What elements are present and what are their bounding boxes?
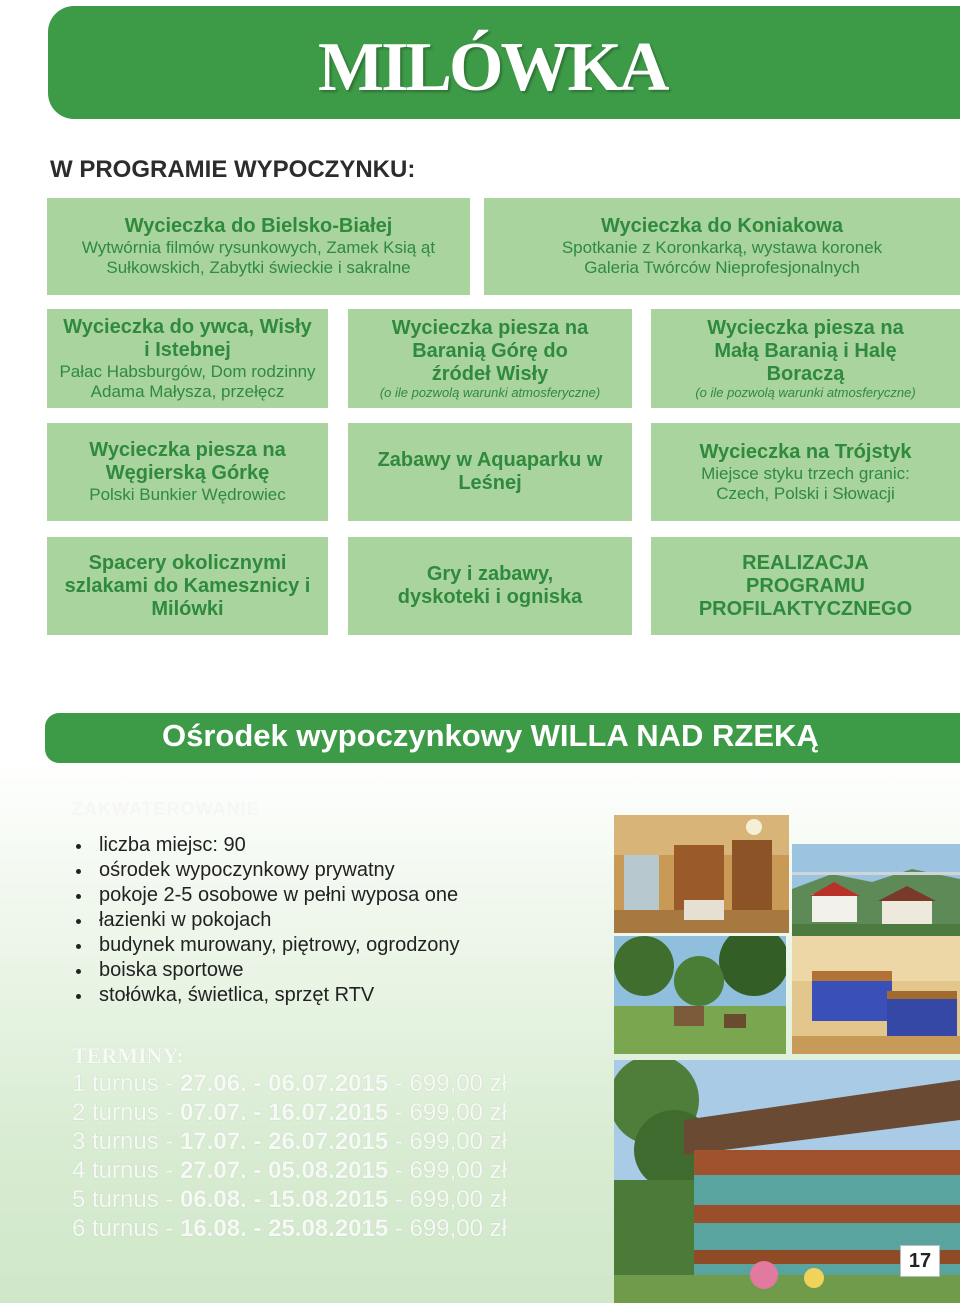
feature-item: pokoje 2-5 osobowe w pełni wyposa one (70, 883, 460, 908)
program-box-title: Wycieczka do Koniakowa (601, 215, 843, 238)
program-box-subtitle: Pałac Habsburgów, Dom rodzinny Adama Małysza, przełęcz (59, 361, 316, 401)
program-box-title: Zabawy w Aquaparku w Leśnej (377, 449, 603, 494)
terms-heading: TERMINY: (72, 1043, 184, 1068)
program-box-title: Spacery okolicznymi szlakami do Kamesznicy i Milówki (64, 551, 311, 620)
village-photo (792, 844, 960, 951)
features-list (70, 833, 460, 1008)
program-box-note: (o ile pozwolą warunki atmosferyczne) (695, 384, 916, 400)
room-photo (614, 815, 789, 933)
program-box (348, 423, 632, 521)
feature-item: liczba miejsc: 90 (70, 833, 460, 858)
program-box-title: REALIZACJA PROGRAMU PROFILAKTYCZNEGO (698, 551, 913, 620)
facts-heading: ZAKWATEROWANIE (72, 799, 260, 819)
program-box-subtitle: Polski Bunkier Wędrowiec (89, 485, 286, 505)
page-title: MILÓWKA (318, 29, 667, 106)
program-box-title: Wycieczka do ywca, Wisły i Istebnej (63, 315, 312, 361)
term-item: 5 turnus - 06.08. - 15.08.2015 - 699,00 zł (72, 1186, 507, 1213)
program-box-title: Wycieczka na Trójstyk (699, 440, 912, 463)
term-item: 1 turnus - 27.06. - 06.07.2015 - 699,00 zł (72, 1070, 507, 1097)
program-box-note: (o ile pozwolą warunki atmosferyczne) (379, 384, 601, 400)
feature-item: ośrodek wypoczynkowy prywatny (70, 858, 460, 883)
program-box (348, 309, 632, 408)
terms-list (72, 1069, 507, 1243)
program-box (47, 537, 328, 635)
program-box-subtitle: Spotkanie z Koronkarką, wystawa koronek Galeria Twórców Nieprofesjonalnych (561, 238, 883, 277)
program-box (47, 309, 328, 408)
program-box-title: Wycieczka do Bielsko-Białej (124, 215, 393, 238)
program-box (651, 423, 960, 521)
program-box (651, 537, 960, 635)
program-heading: W PROGRAMIE WYPOCZYNKU: (50, 156, 416, 183)
photo-collage (614, 815, 960, 1303)
page-number: 17 (900, 1245, 940, 1277)
term-item: 6 turnus - 16.08. - 25.08.2015 - 699,00 zł (72, 1215, 507, 1242)
program-box-title: Gry i zabawy, dyskoteki i ogniska (397, 563, 583, 608)
program-box-title: Wycieczka piesza na Małą Baranią i Halę Boraczą (707, 316, 904, 385)
feature-item: łazienki w pokojach (70, 908, 460, 933)
program-box (47, 198, 470, 295)
term-item: 4 turnus - 27.07. - 05.08.2015 - 699,00 zł (72, 1157, 507, 1184)
program-box-title: Wycieczka piesza na Baranią Górę do źródeł Wisły (391, 316, 589, 385)
bedroom-photo (792, 936, 960, 1054)
program-box-title: Wycieczka piesza na Węgierską Górkę (89, 439, 286, 485)
program-box (348, 537, 632, 635)
term-item: 2 turnus - 07.07. - 16.07.2015 - 699,00 zł (72, 1099, 507, 1126)
center-title: Ośrodek wypoczynkowy WILLA NAD RZEKĄ (162, 718, 819, 753)
feature-item: stołówka, świetlica, sprzęt RTV (70, 983, 460, 1008)
program-box (651, 309, 960, 408)
program-box (484, 198, 960, 295)
program-box (47, 423, 328, 521)
term-item: 3 turnus - 17.07. - 26.07.2015 - 699,00 zł (72, 1128, 507, 1155)
garden-photo (614, 936, 786, 1054)
feature-item: budynek murowany, piętrowy, ogrodzony (70, 933, 460, 958)
program-box-subtitle: Wytwórnia filmów rysunkowych, Zamek Ksią ąt Sułkowskich, Zabytki świeckie i sakralne (81, 238, 436, 277)
feature-item: boiska sportowe (70, 958, 460, 983)
program-box-subtitle: Miejsce styku trzech granic: Czech, Polski i Słowacji (701, 463, 910, 503)
